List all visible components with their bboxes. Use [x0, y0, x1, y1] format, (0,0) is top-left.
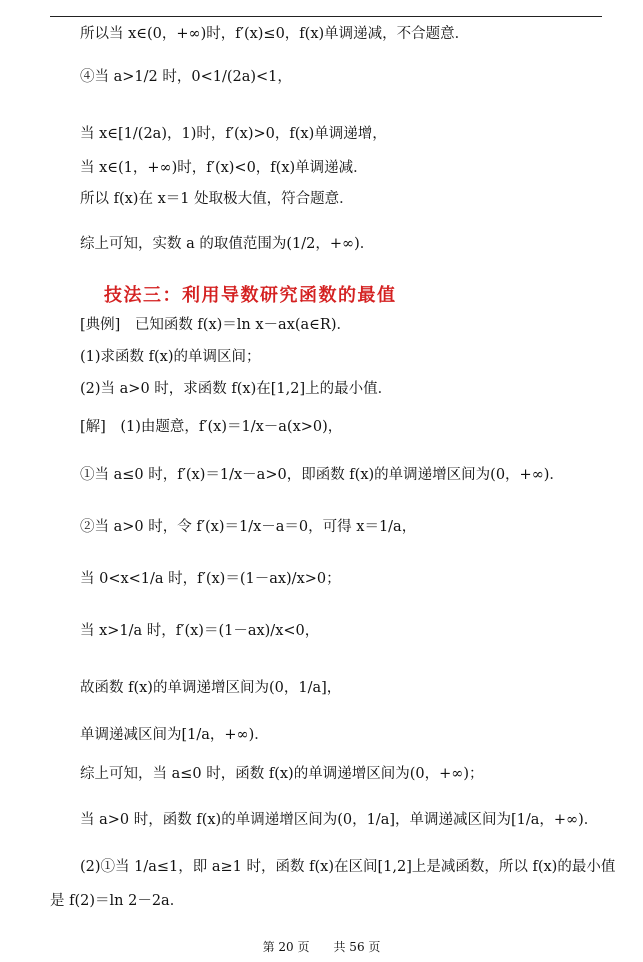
text-line: 所以当 x∈(0，+∞)时，f′(x)≤0，f(x)单调递减，不合题意．	[80, 26, 470, 42]
text-line: 当 x∈[1/(2a)，1)时，f′(x)>0，f(x)单调递增，	[80, 126, 387, 142]
text-line: 单调递减区间为[1/a，+∞)．	[80, 727, 269, 743]
text-line: 当 a>0 时，函数 f(x)的单调递增区间为(0，1/a]，单调递减区间为[1/a，+∞)．	[80, 812, 599, 828]
text-line: [典例] 已知函数 f(x)＝ln x－ax(a∈R)．	[80, 317, 351, 333]
text-line: ②当 a>0 时，令 f′(x)＝1/x－a＝0，可得 x＝1/a，	[80, 519, 417, 535]
text-line: 综上可知，当 a≤0 时，函数 f(x)的单调递增区间为(0，+∞)；	[80, 766, 484, 782]
top-rule	[50, 16, 602, 17]
text-line: 是 f(2)＝ln 2－2a．	[50, 893, 185, 909]
text-line: 综上可知，实数 a 的取值范围为(1/2，+∞)．	[80, 236, 375, 252]
section-heading: 技法三：利用导数研究函数的最值	[104, 285, 397, 306]
page-footer: 第 20 页 共 56 页	[262, 940, 381, 954]
text-line: 当 x∈(1，+∞)时，f′(x)<0，f(x)单调递减．	[80, 160, 368, 176]
text-line: ①当 a≤0 时，f′(x)＝1/x－a>0，即函数 f(x)的单调递增区间为(0，+∞)．	[80, 467, 564, 483]
text-line: (2)当 a>0 时，求函数 f(x)在[1,2]上的最小值．	[80, 381, 393, 397]
text-line: 当 x>1/a 时，f′(x)＝(1－ax)/x<0，	[80, 623, 320, 639]
text-line: ④当 a>1/2 时，0<1/(2a)<1，	[80, 69, 292, 85]
text-line: 故函数 f(x)的单调递增区间为(0，1/a]，	[80, 680, 342, 696]
text-line: (2)①当 1/a≤1，即 a≥1 时，函数 f(x)在区间[1,2]上是减函数，所以 f(x)的最小值	[80, 859, 616, 875]
text-line: 所以 f(x)在 x＝1 处取极大值，符合题意．	[80, 191, 354, 207]
text-line: 当 0<x<1/a 时，f′(x)＝(1－ax)/x>0；	[80, 571, 341, 587]
text-line: [解] (1)由题意，f′(x)＝1/x－a(x>0)，	[80, 419, 343, 435]
text-line: (1)求函数 f(x)的单调区间；	[80, 349, 261, 365]
